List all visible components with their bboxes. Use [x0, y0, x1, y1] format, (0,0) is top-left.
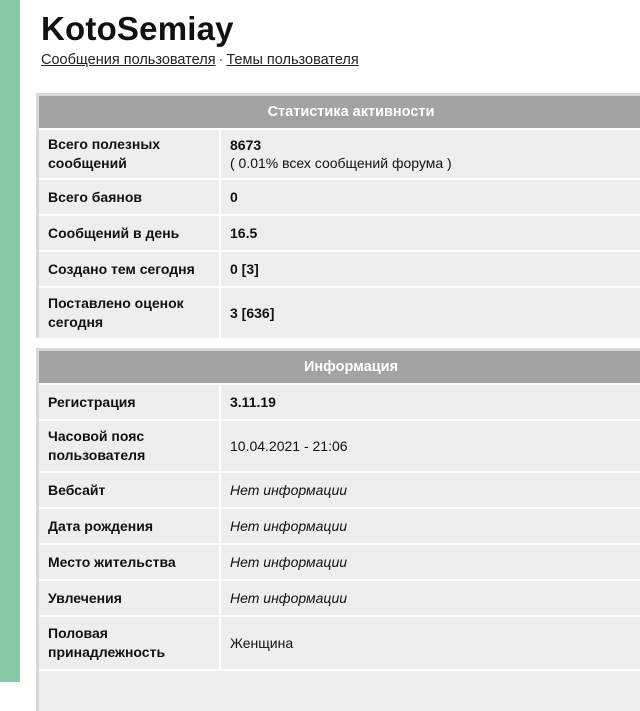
- profile-page: [20, 0, 640, 682]
- user-messages-link[interactable]: Сообщения пользователя: [41, 52, 216, 68]
- useful-messages-count: 8673: [230, 137, 262, 153]
- stat-row-ratings-today: [39, 286, 640, 338]
- info-row-hobbies: [39, 579, 640, 615]
- activity-stats-header: Статистика активности: [39, 96, 640, 128]
- info-row-birthday: [39, 507, 640, 543]
- info-value: Нет информации: [230, 590, 348, 606]
- info-label: Вебсайт: [39, 473, 221, 507]
- left-accent-bar: [0, 0, 20, 682]
- user-topics-link[interactable]: Темы пользователя: [226, 52, 359, 68]
- info-row-website: [39, 471, 640, 507]
- info-row-empty: [39, 669, 640, 711]
- stat-label: Сообщений в день: [39, 216, 221, 250]
- info-value: Женщина: [230, 635, 294, 651]
- stat-value: 0: [230, 189, 238, 205]
- stat-label: Создано тем сегодня: [39, 252, 221, 286]
- info-label: Часовой пояс пользователя: [39, 421, 221, 471]
- info-value: Нет информации: [230, 518, 348, 534]
- stat-row-bayans: [39, 178, 640, 214]
- stat-label: Всего полезных сообщений: [39, 130, 221, 178]
- info-value: Нет информации: [230, 482, 348, 498]
- info-row-gender: [39, 615, 640, 669]
- stat-row-topics-today: [39, 250, 640, 286]
- stat-row-messages-per-day: [39, 214, 640, 250]
- stat-row-useful-messages: [39, 128, 640, 178]
- info-row-timezone: [39, 419, 640, 471]
- info-value: Нет информации: [230, 554, 348, 570]
- info-label: Увлечения: [39, 581, 221, 615]
- info-label: Дата рождения: [39, 509, 221, 543]
- profile-links: [41, 52, 359, 68]
- info-header: Информация: [39, 351, 640, 383]
- info-row-residence: [39, 543, 640, 579]
- profile-username: KotoSemiay: [41, 10, 234, 47]
- stat-value: 0 [3]: [230, 261, 259, 277]
- info-label: Место жительства: [39, 545, 221, 579]
- info-row-registration: [39, 383, 640, 419]
- stat-value: 16.5: [230, 225, 258, 241]
- info-panel: [36, 348, 640, 711]
- useful-messages-share: ( 0.01% всех сообщений форума ): [230, 155, 452, 171]
- stat-value: [221, 130, 640, 178]
- stat-label: Поставлено оценок сегодня: [39, 288, 221, 338]
- info-value: 3.11.19: [230, 394, 276, 410]
- info-label: Половая принадлежность: [39, 617, 221, 669]
- stat-label: Всего баянов: [39, 180, 221, 214]
- info-label: Регистрация: [39, 385, 221, 419]
- info-value: 10.04.2021 - 21:06: [230, 438, 348, 454]
- stat-value: 3 [636]: [230, 305, 275, 321]
- links-separator: ·: [218, 52, 224, 68]
- activity-stats-panel: [36, 93, 640, 338]
